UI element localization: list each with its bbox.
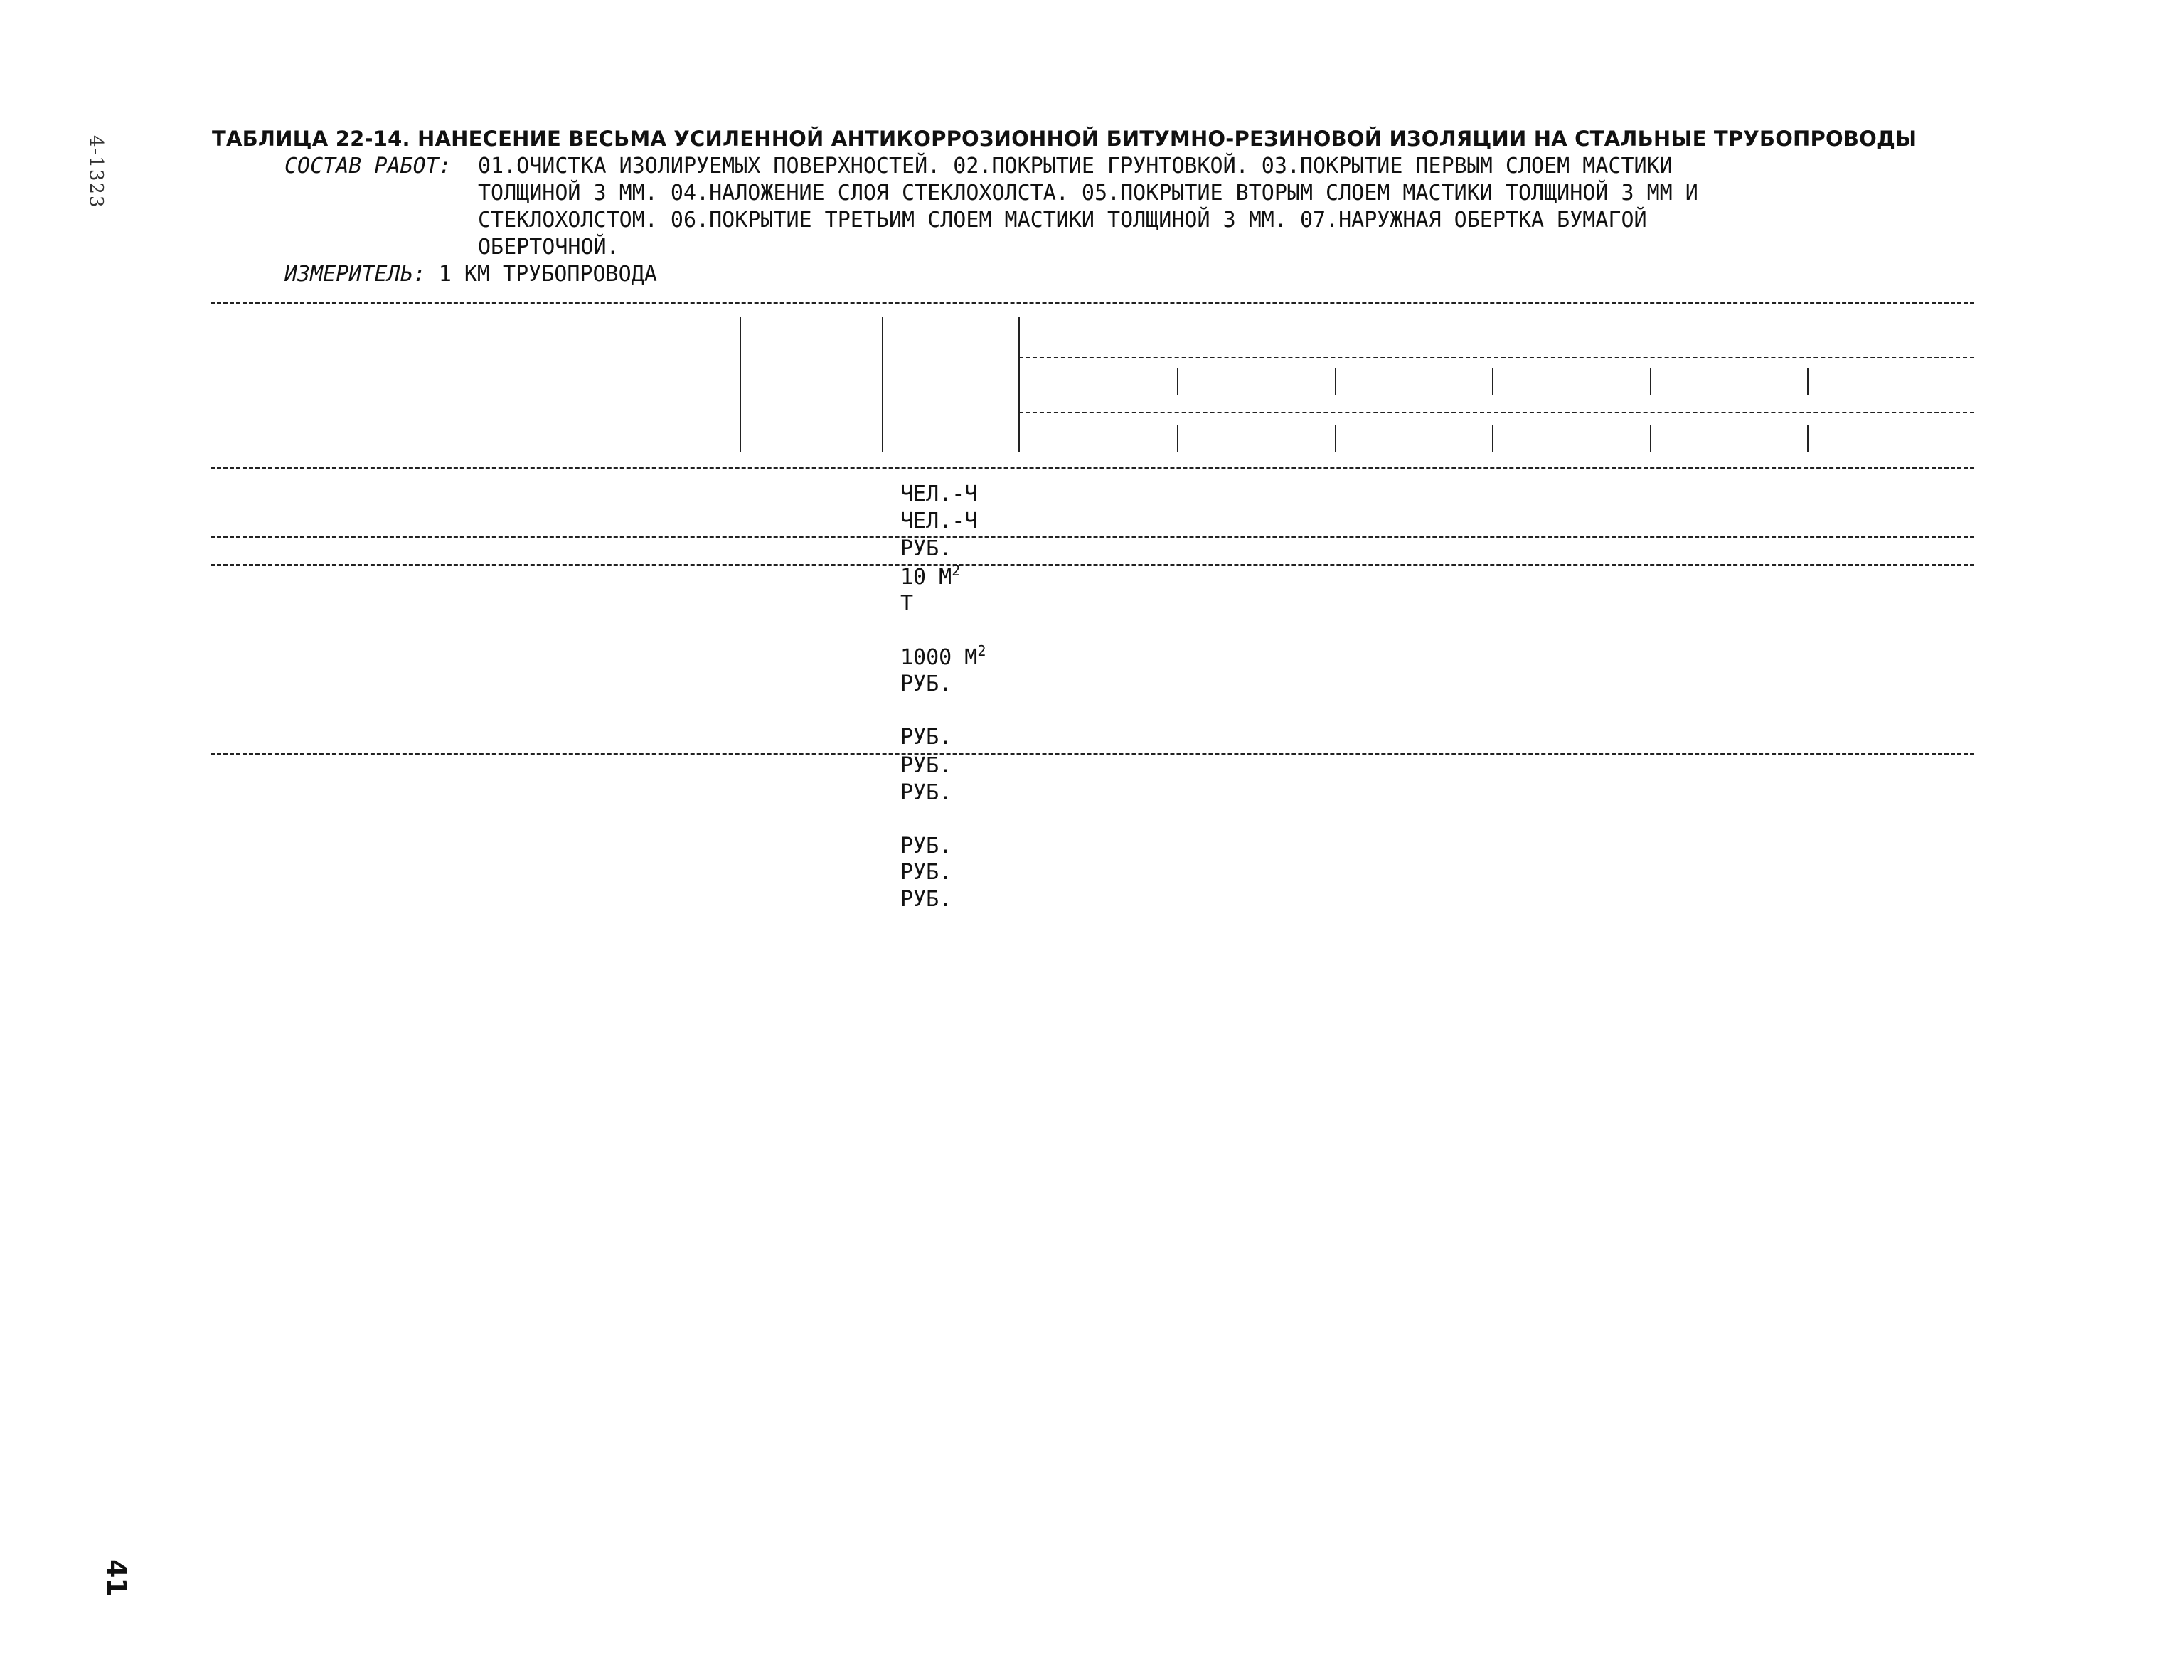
unit-text: РУБ. [900, 833, 952, 858]
column-divider [1492, 368, 1493, 395]
row-unit [900, 833, 952, 860]
row-unit [900, 724, 952, 751]
row-unit [900, 753, 952, 780]
composition-line: ОБЕРТОЧНОЙ. [478, 235, 619, 260]
composition-line: 01.ОЧИСТКА ИЗОЛИРУЕМЫХ ПОВЕРХНОСТЕЙ. 02.ПОКРЫТИЕ ГРУНТОВКОЙ. 03.ПОКРЫТИЕ ПЕРВЫМ СЛОЕМ МАСТИКИ [478, 154, 1673, 179]
column-divider [1492, 425, 1493, 452]
side-document-code: 4-1323 [85, 135, 107, 209]
unit-text: РУБ. [900, 860, 952, 886]
row-unit [900, 481, 977, 508]
row-unit [900, 644, 986, 671]
section-rule [211, 564, 1974, 566]
column-divider [882, 317, 883, 452]
column-divider [1807, 368, 1809, 395]
composition-label: СОСТАВ РАБОТ: [284, 154, 452, 179]
unit-text: РУБ. [900, 753, 952, 778]
unit-text: РУБ. [900, 887, 952, 912]
section-rule [211, 753, 1974, 755]
unit-text: 1000 М [900, 644, 978, 670]
page-number: 41 [101, 1559, 132, 1597]
header-top-rule [211, 302, 1974, 304]
row-unit [900, 780, 952, 807]
row-unit [900, 561, 961, 591]
row-unit [900, 536, 952, 563]
unit-superscript: 2 [977, 642, 986, 659]
unit-text: РУБ. [900, 536, 952, 562]
column-divider [1018, 317, 1020, 452]
column-divider [1177, 368, 1178, 395]
column-divider [1335, 368, 1336, 395]
unit-text: РУБ. [900, 725, 952, 750]
row-unit [900, 671, 952, 698]
composition-line: СТЕКЛОХОЛСТОМ. 06.ПОКРЫТИЕ ТРЕТЬИМ СЛОЕМ МАСТИКИ ТОЛЩИНОЙ 3 ММ. 07.НАРУЖНАЯ ОБЕРТКА БУМАГОЙ [478, 208, 1647, 233]
unit-superscript: 2 [952, 561, 961, 579]
column-divider [1177, 425, 1178, 452]
work-composition [284, 153, 1899, 261]
row-unit [900, 886, 952, 913]
row-unit [900, 859, 952, 886]
unit-text: 10 М [900, 564, 952, 590]
meter-label: ИЗМЕРИТЕЛЬ: [284, 262, 426, 287]
unit-text: Т [900, 591, 914, 617]
column-divider [1650, 368, 1651, 395]
composition-line: ТОЛЩИНОЙ 3 ММ. 04.НАЛОЖЕНИЕ СЛОЯ СТЕКЛОХОЛСТА. 05.ПОКРЫТИЕ ВТОРЫМ СЛОЕМ МАСТИКИ ТОЛЩИНОЙ 3 ММ И [478, 181, 1698, 206]
column-divider [1807, 425, 1809, 452]
meter-value: 1 КМ ТРУБОПРОВОДА [438, 262, 657, 287]
unit-text: РУБ. [900, 671, 952, 697]
column-divider [740, 317, 741, 452]
meter-line [284, 262, 657, 287]
section-rule [211, 536, 1974, 538]
unit-text: РУБ. [900, 780, 952, 805]
row-unit [900, 508, 977, 535]
codes-rule [1018, 412, 1974, 413]
column-divider [1335, 425, 1336, 452]
unit-text: ЧЕЛ.-Ч [900, 482, 978, 506]
table-title: ТАБЛИЦА 22-14. НАНЕСЕНИЕ ВЕСЬМА УСИЛЕННОЙ АНТИКОРРОЗИОННОЙ БИТУМНО-РЕЗИНОВОЙ ИЗОЛЯЦИИ НА СТАЛЬНЫЕ ТРУБОПРОВОДЫ [212, 127, 1917, 151]
column-divider [1650, 425, 1651, 452]
header-bottom-rule [211, 467, 1974, 469]
row-unit [900, 590, 913, 617]
unit-text: ЧЕЛ.-Ч [900, 508, 978, 533]
diameter-rule [1018, 357, 1974, 358]
